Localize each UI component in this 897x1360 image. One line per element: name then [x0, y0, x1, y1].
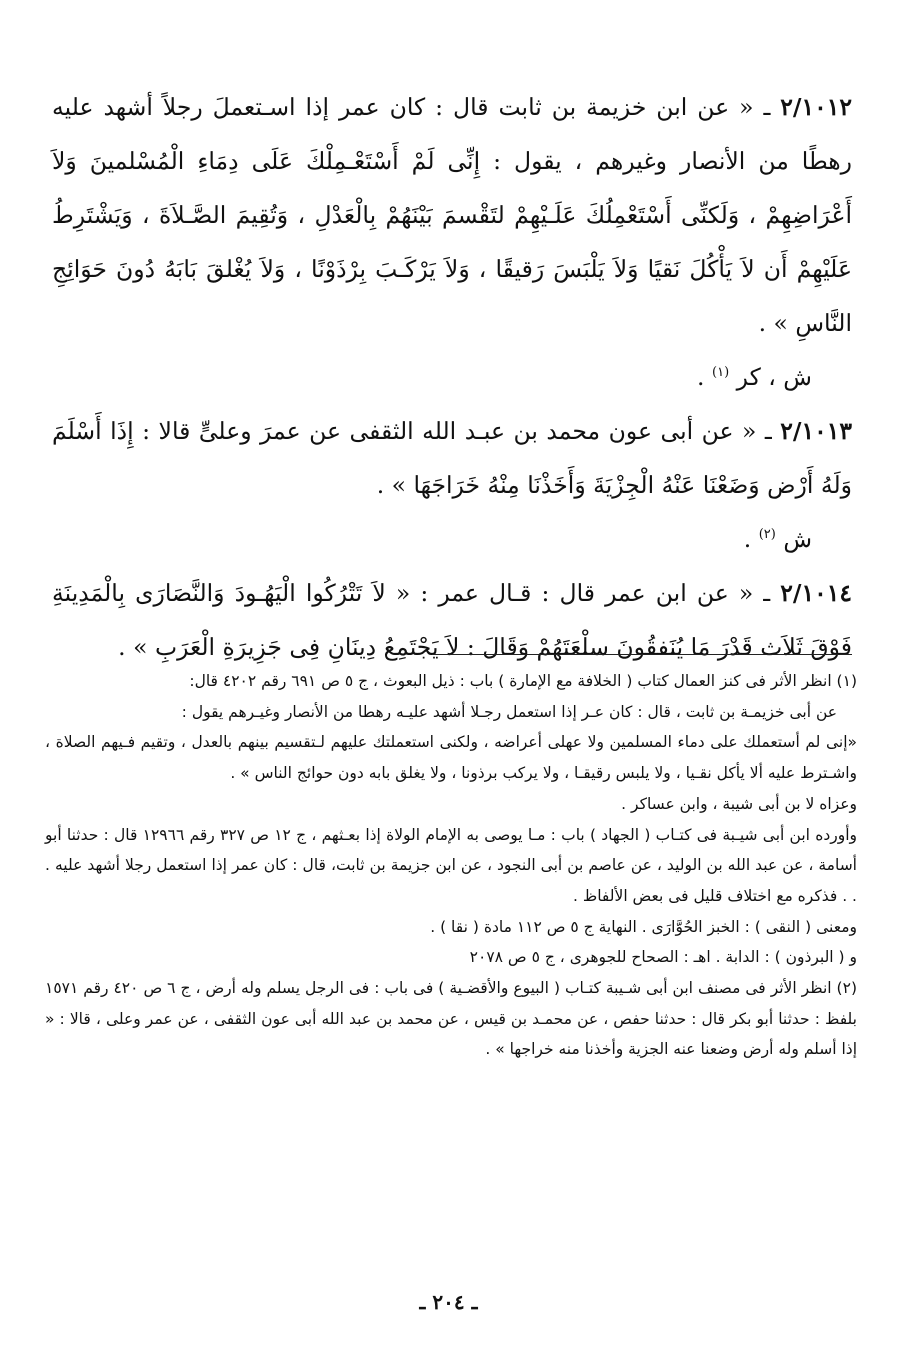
hadith-1012	[52, 80, 852, 350]
hadith-number: ٢/١٠١٤	[780, 579, 852, 607]
hadith-1014	[52, 566, 852, 674]
hadith-text: ـ « عن ابن عمر قال : قـال عمر : « لاَ تَتْرُكُوا الْيَهُـودَ وَالنَّصَارَى بِالْمَدِينَةِ فَوْقَ ثَلاَث قَدْرَ مَا يُنَفقُونَ سلْعَتَهُمْ وَقَالَ : لاَ يَجْتَمِعُ دِينَانِ فِى جَزِيرَةِ الْعَرَبِ » .	[52, 579, 852, 661]
hadith-number: ٢/١٠١٢	[780, 93, 852, 121]
hadith-1013	[52, 404, 852, 512]
footnote-2: (٢) انظر الأثر فى مصنف ابن أبى شـيبة كتـاب ( البيوع والأقضـية ) فى باب : فى الرجل يسلم وله أرض ، ج ٦ ص ٤٢٠ رقم ١٥٧١ بلفظ : حدثنا أبو بكر قال : حدثنا حفص ، عن محمـد بن قيس ، عن محمد بن عبد الله أبى عون الثقفى ، عن عمر وعلى ، قالا : « إذا أسلم وله أرض وضعنا عنه الجزية وأخذنا منه خراجها » .	[45, 979, 857, 1059]
source-text: ش	[783, 525, 812, 553]
hadith-source: ش ، كر $^{(١)}$ .	[697, 363, 812, 391]
hadith-source: ش $^{(٢)}$ .	[743, 525, 812, 553]
footnote-line: عن أبى خزيمـة بن ثابت ، قال : كان عـر إذا استعمل رجـلا أشهد عليـه رهطا من الأنصار وغيـرهم يقول :	[181, 702, 837, 721]
hadith-text: ـ « عن ابن خزيمة بن ثابت قال : كان عمر إذا اسـتعملَ رجلاً أشهد عليه رهطًا من الأنصار وغيرهم ، يقول : إِنِّى لَمْ أَسْتَعْـمِلْكَ عَلَى دِمَاءِ الْمُسْلمينَ وَلاَ أَعْرَاضِهِمْ ، وَلَكنِّى أَسْتَعْمِلُكَ عَلَـيْهِمْ لتَقْسمَ بَيْنَهُمْ بِالْعَدْلِ ، وَتُقِيمَ الصَّـلاَةَ ، وَيَشْتَرِطُ عَلَيْهِمْ أَن لاَ يَأْكُلَ نَقيًا وَلاَ يَلْبَسَ رَقيقًا ، وَلاَ يَرْكَـبَ بِرْذَوْنًا ، وَلاَ يُغْلقَ بَابَهُ دُونَ حَوَائِجِ النَّاسِ » .	[52, 93, 852, 337]
footnote-line: و ( البرذون ) : الدابة . اهـ : الصحاح للجوهرى ، ج ٥ ص ٢٠٧٨	[469, 948, 857, 967]
main-text	[52, 80, 852, 674]
footnote-divider	[432, 654, 852, 655]
footnotes	[45, 666, 857, 1065]
footnote-line: وأورده ابن أبى شيـبة فى كتـاب ( الجهاد ) باب : مـا يوصى به الإمام الولاة إذا بعـثهم ، ج ١٢ ص ٣٢٧ رقم ١٢٩٦٦ قال : حدثنا أبو أسامة ، عن عبد الله بن الوليد ، عن عاصم بن أبى النجود ، عن ابن جزيمة بن ثابت، قال : كان عمر إذا استعمل رجلا أشهد عليه . . . فذكره مع اختلاف قليل فى بعض الألفاظ .	[45, 825, 857, 905]
page-number: ـ ٢٠٤ ـ	[419, 1290, 478, 1314]
footnote-1: (١) انظر الأثر فى كنز العمال كتاب ( الخلافة مع الإمارة ) باب : ذيل البعوث ، ج ٥ ص ٦٩١ رقم ٤٢٠٢ قال:	[189, 672, 857, 690]
hadith-text: ـ « عن أبى عون محمد بن عبـد الله الثقفى عن عمرَ وعلىٍّ قالا : إِذَا أَسْلَمَ وَلَهُ أَرْض وَضَعْنَا عَنْهُ الْجِزْيَةَ وَأَخَذْنَا مِنْهُ خَرَاجَهَا » .	[52, 417, 852, 499]
footnote-ref: (٢)	[758, 527, 776, 542]
footnote-line: «إنى لم أستعملك على دماء المسلمين ولا عهلى أعراضه ، ولكنى استعملتك عليهم لـتقسيم بينهم بالعدل ، وتقيم فـيهم الصلاة ، واشـترط عليه ألا يأكل نقـيا ، ولا يلبس رقيقـا ، ولا يركب برذونا ، ولا يغلق بابه دون حوائج الناس » .	[45, 733, 857, 783]
hadith-number: ٢/١٠١٣	[780, 417, 852, 445]
source-text: ش ، كر	[736, 363, 812, 391]
footnote-line: وعزاه لا بن أبى شيبة ، وابن عساكر .	[621, 794, 857, 813]
footnote-line: ومعنى ( النقى ) : الخبز الحُوَّارَى . النهاية ج ٥ ص ١١٢ مادة ( نقا ) .	[430, 917, 857, 936]
footnote-ref: (١)	[712, 365, 730, 380]
